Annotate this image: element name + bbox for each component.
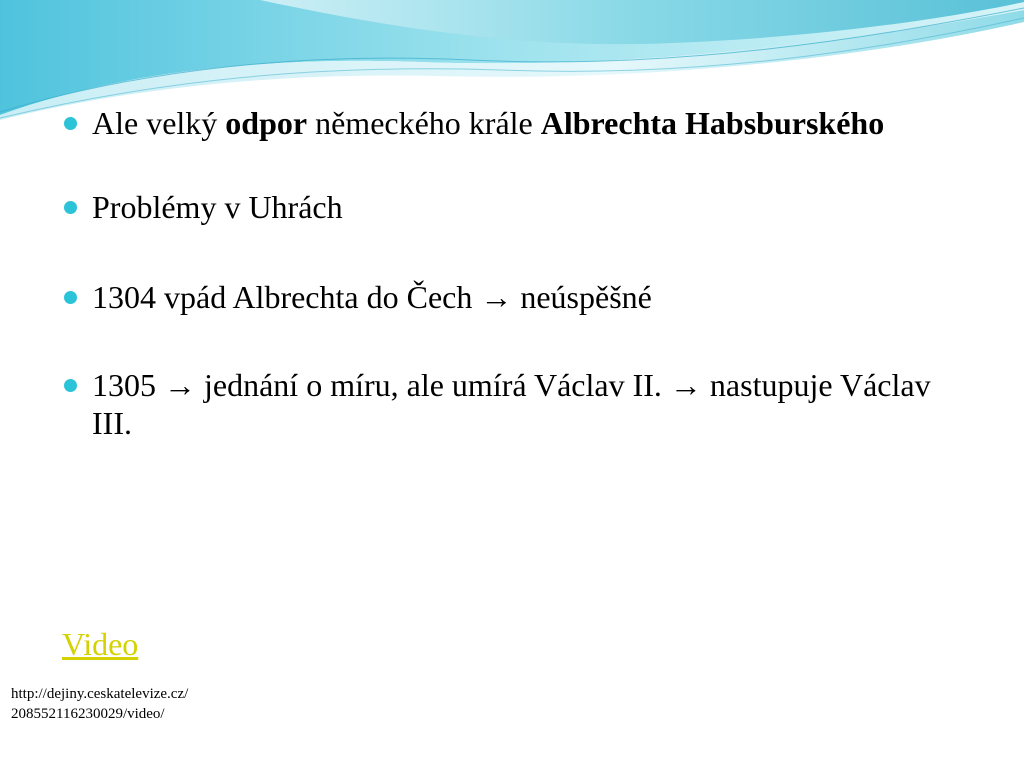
bullet-item-1 <box>62 104 962 142</box>
bullet-dot-icon <box>64 201 77 214</box>
bullet-dot-icon <box>64 291 77 304</box>
bullet-text-part: 1305 → jednání o míru, ale umírá Václav II. → nastupuje Václav III. <box>92 367 931 441</box>
bullet-text-part: 1304 vpád Albrechta do Čech → neúspěšné <box>92 279 652 315</box>
bullet-list <box>62 104 962 488</box>
bullet-dot-icon <box>64 379 77 392</box>
bullet-text-part-bold: odpor <box>225 105 308 141</box>
source-url-line-2: 208552116230029/video/ <box>11 706 165 722</box>
source-url-note <box>11 684 188 724</box>
bullet-text-part: Problémy v Uhrách <box>92 189 343 225</box>
header-wave-decoration <box>0 0 1024 120</box>
bullet-dot-icon <box>64 117 77 130</box>
bullet-text-part-bold: Albrechta Habsburského <box>540 105 885 141</box>
source-url-line-1: http://dejiny.ceskatelevize.cz/ <box>11 686 189 702</box>
bullet-item-3 <box>62 278 962 316</box>
bullet-text-part: Ale velký <box>92 105 226 141</box>
bullet-text-part: německého krále <box>307 105 541 141</box>
bullet-item-4 <box>62 366 962 442</box>
video-link[interactable]: Video <box>62 626 139 662</box>
bullet-item-2 <box>62 188 962 226</box>
